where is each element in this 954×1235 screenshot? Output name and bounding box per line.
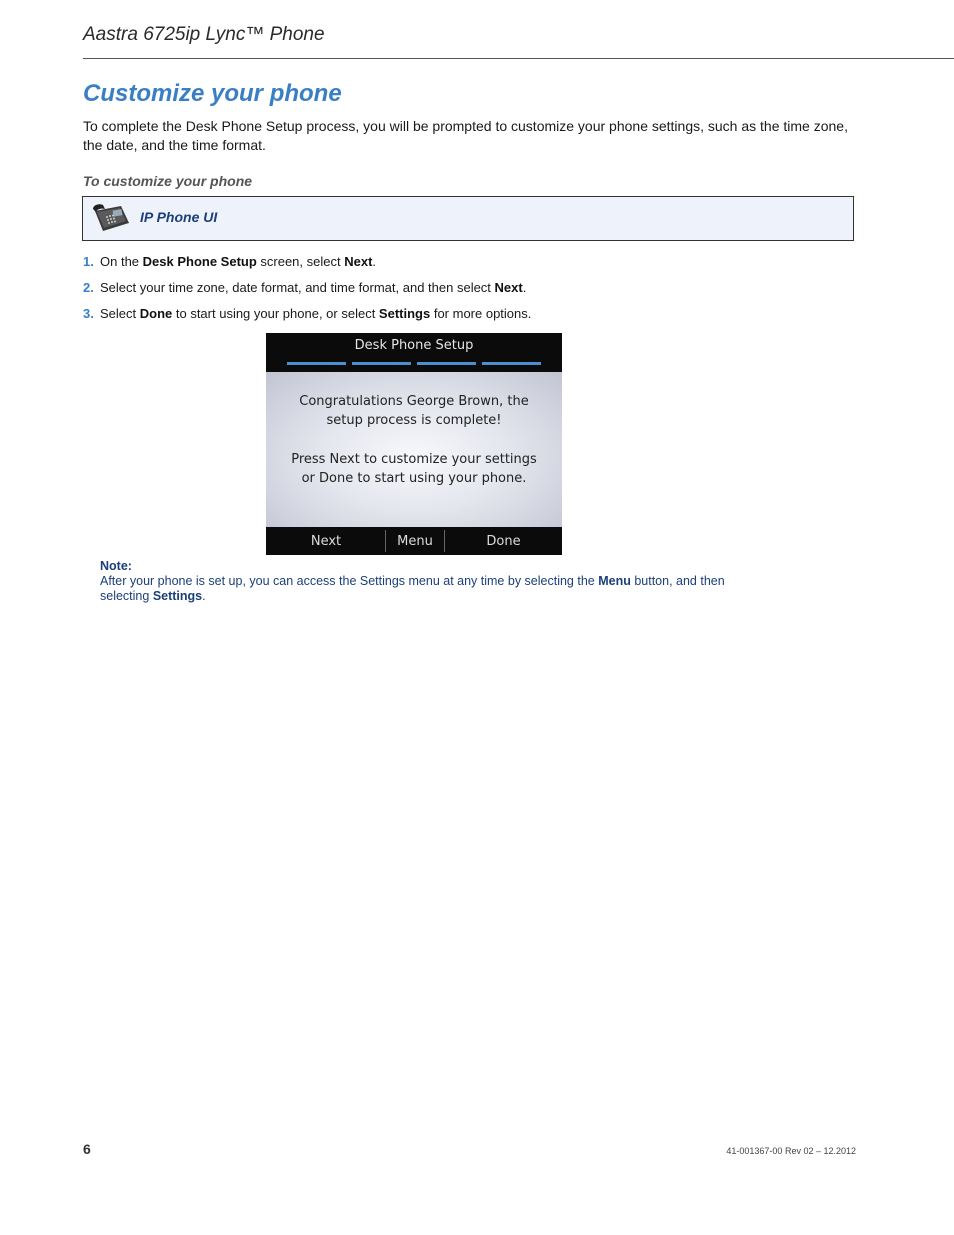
page-title: Customize your phone (83, 80, 342, 107)
progress-tab-3 (417, 362, 476, 365)
progress-tab-4 (482, 362, 541, 365)
next-softkey[interactable]: Next (310, 534, 342, 549)
note-text: After your phone is set up, you can access the Settings menu at any time by selecting the Menu button, and then selecting Settings. (100, 574, 725, 603)
page-number: 6 (83, 1141, 91, 1157)
desk-phone-icon (91, 203, 133, 235)
step-2 (83, 279, 863, 305)
screen-message-area (266, 372, 562, 527)
menu-softkey[interactable]: Menu (397, 534, 433, 549)
step-number: 2. (83, 280, 94, 295)
procedure-heading: To customize your phone (83, 173, 253, 189)
step-text: On the Desk Phone Setup screen, select Next. (100, 254, 377, 269)
done-softkey[interactable]: Done (486, 534, 521, 549)
intro-paragraph: To complete the Desk Phone Setup process, you will be prompted to customize your phone settings, such as the time zone, the date, and the time format. (83, 118, 848, 153)
message-line: Press Next to customize your settings (291, 452, 537, 467)
running-header: Aastra 6725ip Lync™ Phone (83, 24, 325, 45)
progress-tab-1 (287, 362, 346, 365)
softkey-bar (266, 527, 562, 555)
step-1 (83, 253, 863, 279)
message-line: or Done to start using your phone. (301, 471, 527, 486)
phone-screen-illustration (266, 333, 562, 555)
ip-phone-ui-label: IP Phone UI (140, 209, 218, 225)
document-reference: 41-001367-00 Rev 02 – 12.2012 (726, 1146, 856, 1156)
ip-phone-ui-banner (82, 196, 854, 241)
procedure-steps (83, 253, 863, 331)
message-line: Congratulations George Brown, the (299, 394, 529, 409)
screen-title: Desk Phone Setup (354, 338, 474, 353)
step-number: 1. (83, 254, 94, 269)
step-text: Select your time zone, date format, and time format, and then select Next. (100, 280, 527, 295)
progress-tab-2 (352, 362, 411, 365)
step-3 (83, 305, 863, 331)
step-number: 3. (83, 306, 94, 321)
note-label: Note: (100, 559, 132, 573)
note-block (100, 559, 760, 604)
step-text: Select Done to start using your phone, or select Settings for more options. (100, 306, 532, 321)
screen-title-bar (266, 333, 562, 372)
header-divider (83, 58, 954, 59)
message-line: setup process is complete! (326, 413, 502, 428)
